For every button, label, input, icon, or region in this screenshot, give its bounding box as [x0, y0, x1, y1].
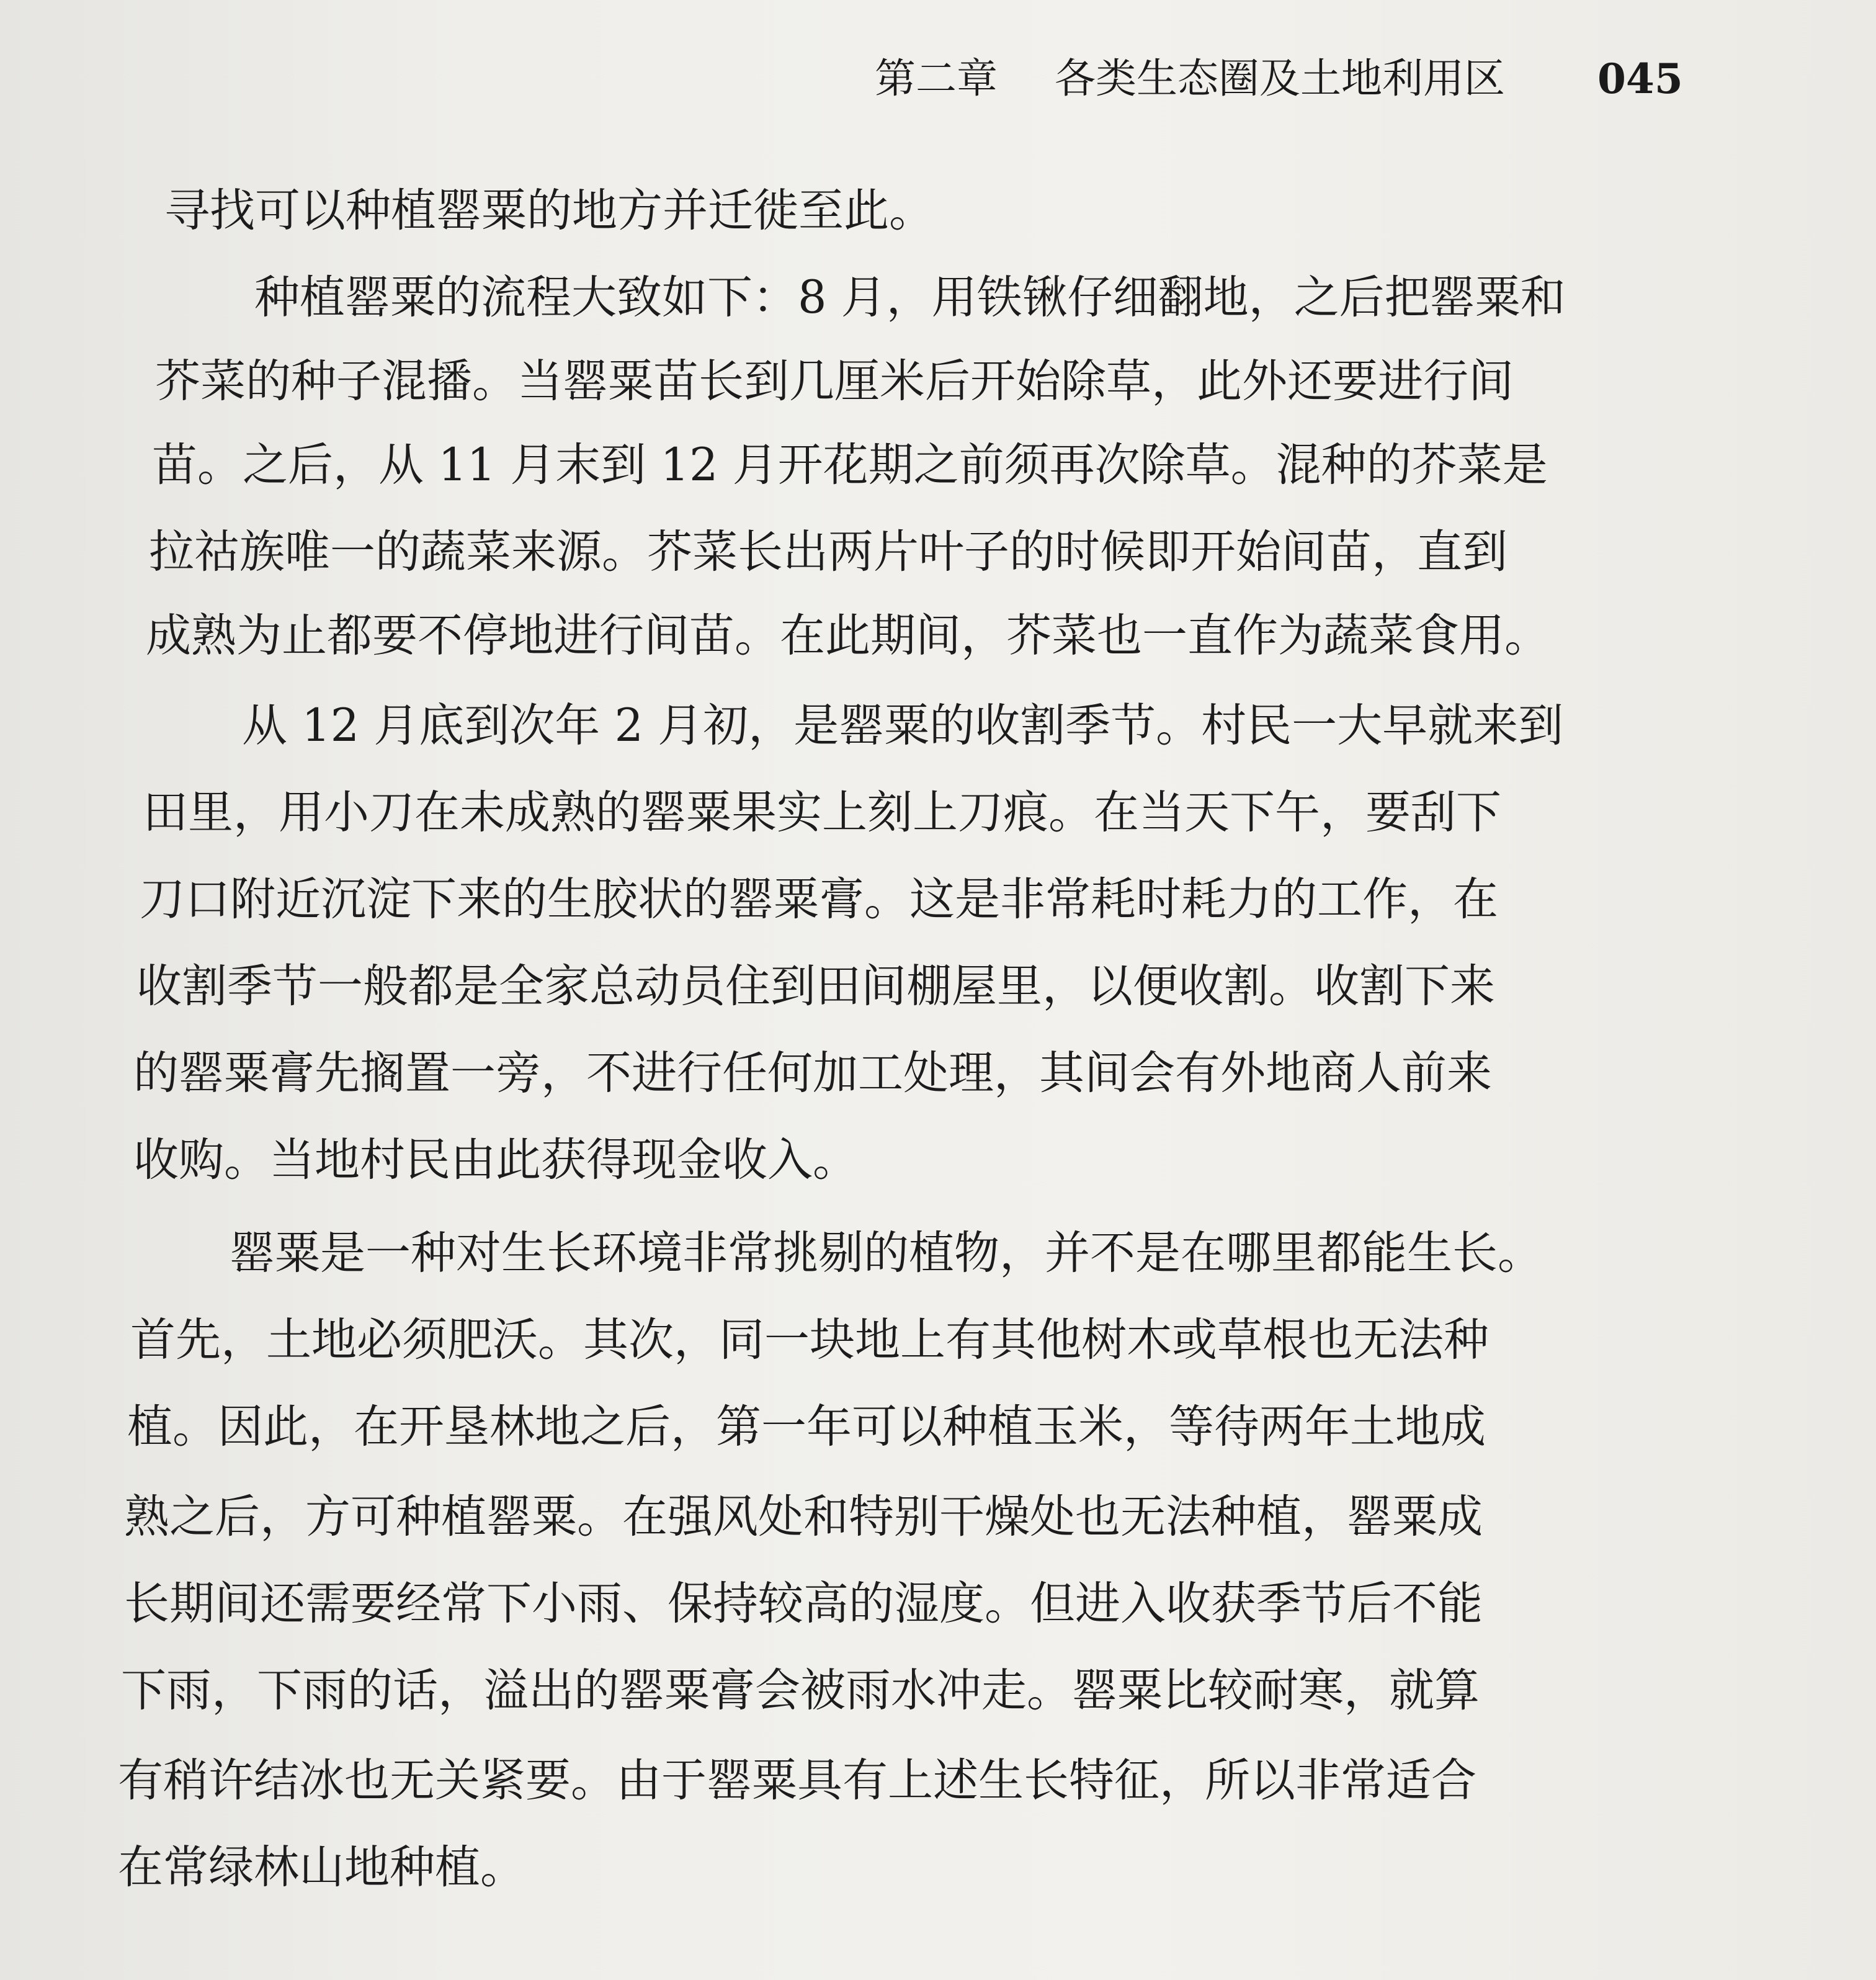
body-line: 熟之后，方可种植罂粟。在强风处和特别干燥处也无法种植，罂粟成 — [124, 1490, 1483, 1543]
chapter-title: 各类生态圈及土地利用区 — [1055, 55, 1505, 102]
body-line: 植。因此，在开垦林地之后，第一年可以种植玉米，等待两年土地成 — [127, 1400, 1486, 1453]
body-line: 从 12 月底到次年 2 月初，是罂粟的收割季节。村民一大早就来到 — [242, 699, 1564, 752]
body-line: 刀口附近沉淀下来的生胶状的罂粟膏。这是非常耗时耗力的工作，在 — [140, 873, 1498, 926]
body-line: 收割季节一般都是全家总动员住到田间棚屋里，以便收割。收割下来 — [136, 960, 1495, 1013]
body-line: 苗。之后，从 11 月末到 12 月开花期之前须再次除草。混种的芥菜是 — [152, 439, 1548, 491]
body-line: 寻找可以种植罂粟的地方并迁徙至此。 — [164, 184, 934, 237]
page-number: 045 — [1597, 55, 1683, 103]
body-line: 罂粟是一种对生长环境非常挑剔的植物，并不是在哪里都能生长。 — [230, 1227, 1543, 1279]
running-header — [875, 45, 1681, 113]
chapter-label: 第二章 — [875, 55, 998, 102]
body-line: 拉祜族唯一的蔬菜来源。芥菜长出两片叶子的时候即开始间苗，直到 — [149, 526, 1508, 578]
body-line: 田里，用小刀在未成熟的罂粟果实上刻上刀痕。在当天下午，要刮下 — [143, 786, 1501, 839]
body-line: 下雨，下雨的话，溢出的罂粟膏会被雨水冲走。罂粟比较耐寒，就算 — [121, 1664, 1480, 1717]
body-line: 收购。当地村民由此获得现金收入。 — [133, 1134, 858, 1186]
body-line: 种植罂粟的流程大致如下：8 月，用铁锹仔细翻地，之后把罂粟和 — [254, 271, 1566, 324]
body-line: 长期间还需要经常下小雨、保持较高的湿度。但进入收获季节后不能 — [124, 1577, 1483, 1630]
body-line: 首先，土地必须肥沃。其次，同一块地上有其他树木或草根也无法种 — [130, 1314, 1489, 1366]
body-line: 芥菜的种子混播。当罂粟苗长到几厘米后开始除草，此外还要进行间 — [155, 355, 1514, 408]
body-line: 的罂粟膏先搁置一旁，不进行任何加工处理，其间会有外地商人前来 — [133, 1047, 1492, 1100]
body-line: 成熟为止都要不停地进行间苗。在此期间，芥菜也一直作为蔬菜食用。 — [146, 609, 1550, 662]
body-line: 在常绿林山地种植。 — [118, 1841, 525, 1894]
body-line: 有稍许结冰也无关紧要。由于罂粟具有上述生长特征，所以非常适合 — [118, 1754, 1476, 1807]
